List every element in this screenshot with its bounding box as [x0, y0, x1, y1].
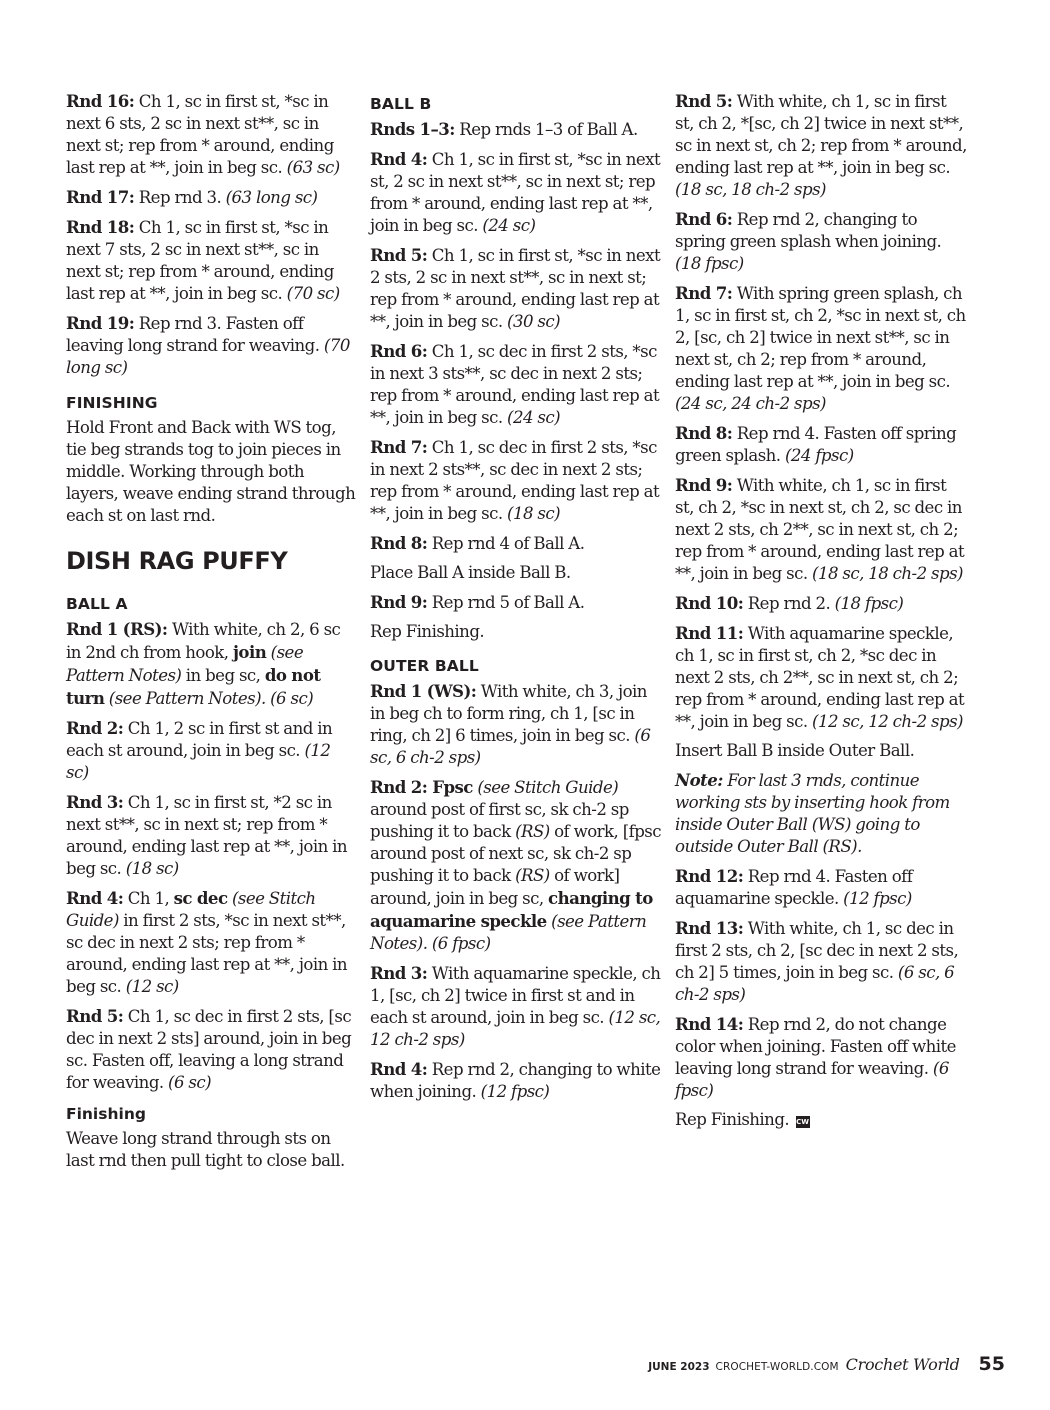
- instruction-paragraph: [370, 962, 662, 1051]
- bold-run: Rnd 8:: [675, 423, 733, 443]
- bold-run: Rnd 1 (WS):: [370, 681, 477, 701]
- italic-run: (24 fpsc): [784, 446, 854, 465]
- bold-italic-run: Note:: [675, 770, 723, 790]
- bold-run: Rnd 1 (RS):: [66, 619, 168, 639]
- bold-run: Rnd 4:: [370, 149, 428, 169]
- italic-run: (6 sc, 6 ch-2 sps): [370, 726, 651, 767]
- text-run: Ch 1, sc in first st, *2 sc in next st**, sc in next st; rep from * around, ending last rep at **, join in beg sc.: [66, 793, 348, 878]
- instruction-paragraph: [66, 312, 356, 379]
- text-run: With spring green splash, ch 1, sc in first st, ch 2, *sc in next st, ch 2, [sc, ch 2] twice in next st**, sc in next st, ch 2; rep from * around, ending last rep at **, join in beg sc.: [675, 284, 966, 391]
- instruction-paragraph: [66, 216, 356, 305]
- text-run: Weave long strand through sts on last rnd then pull tight to close ball.: [66, 1129, 345, 1170]
- instruction-paragraph: [66, 1005, 356, 1094]
- bold-run: Rnd 5:: [675, 91, 733, 111]
- text-run: Rep Finishing.: [370, 622, 485, 641]
- bold-run: Rnd 5:: [370, 245, 428, 265]
- instruction-paragraph: [675, 282, 967, 415]
- bold-run: Rnd 4:: [370, 1059, 428, 1079]
- text-run: around post of first sc, sk ch-2 sp pushing it to back: [370, 800, 629, 841]
- italic-run: (see Pattern Notes): [66, 643, 304, 685]
- end-of-article-mark: CW: [796, 1118, 809, 1126]
- text-run: With white, ch 1, sc dec in first 2 sts, ch 2, [sc dec in next 2 sts, ch 2] 5 times, join in beg sc.: [675, 919, 959, 982]
- text-run: Insert Ball B inside Outer Ball.: [675, 741, 915, 760]
- text-run: With white, ch 1, sc in first st, ch 2, *sc in next st, ch 2, sc dec in next 2 sts, ch 2**, sc in next st, ch 2; rep from * around, ending last rep at **, join in beg sc.: [675, 476, 965, 583]
- bold-run: Rnd 9:: [370, 592, 428, 612]
- text-run: Rep rnd 4. Fasten off spring green splash.: [675, 424, 957, 465]
- text-run: Rep rnd 3. Fasten off leaving long strand for weaving.: [66, 314, 324, 355]
- bold-run: Rnd 9:: [675, 475, 733, 495]
- section-heading: OUTER BALL: [370, 657, 479, 675]
- italic-run: For last 3 rnds, continue working sts by inserting hook from inside Outer Ball (WS) going to outside Outer Ball (RS).: [675, 771, 950, 856]
- italic-run: (6 fpsc): [675, 1059, 949, 1100]
- italic-run: (6 sc, 6 ch-2 sps): [675, 963, 955, 1004]
- instruction-paragraph: [66, 618, 356, 710]
- instruction-paragraph: [675, 917, 967, 1006]
- text-run: Rep rnd 3.: [134, 188, 226, 207]
- bold-run: Rnd 13:: [675, 918, 744, 938]
- italic-run: (24 sc): [507, 408, 561, 427]
- text-run: in first 2 sts, *sc in next st**, sc dec in next 2 sts; rep from * around, ending last rep at **, join in beg sc.: [66, 911, 348, 996]
- bold-run: sc dec: [173, 888, 228, 908]
- instruction-paragraph: [66, 90, 356, 179]
- italic-run: (18 sc): [507, 504, 561, 523]
- page-number: 55: [978, 1353, 1005, 1375]
- text-run: Ch 1, sc in first st, *sc in next 6 sts, 2 sc in next st**, sc in next st; rep from * around, ending last rep at **, join in beg sc.: [66, 92, 334, 177]
- instruction-paragraph: [675, 622, 967, 733]
- instruction-paragraph: [370, 621, 662, 643]
- italic-run: (18 sc, 18 ch-2 sps): [812, 564, 963, 583]
- instruction-paragraph: [370, 340, 662, 429]
- text-run: Place Ball A inside Ball B.: [370, 563, 571, 582]
- italic-run: (18 fpsc): [834, 594, 904, 613]
- bold-run: Rnd 7:: [675, 283, 733, 303]
- bold-run: changing to aquamarine speckle: [370, 888, 653, 931]
- italic-run: (18 sc): [125, 859, 179, 878]
- italic-run: (12 fpsc): [843, 889, 912, 908]
- instruction-paragraph: [370, 680, 662, 769]
- italic-run: (12 fpsc): [480, 1082, 550, 1101]
- bold-run: Rnd 6:: [370, 341, 428, 361]
- text-run: With white, ch 2, 6 sc in 2nd ch from hook,: [66, 620, 341, 662]
- text-run: Ch 1, sc dec in first 2 sts, *sc in next 3 sts**, sc dec in next 2 sts; rep from * around, ending last rep at **, join in beg sc.: [370, 342, 660, 427]
- section-heading: BALL B: [370, 95, 432, 113]
- bold-run: Rnd 3:: [370, 963, 428, 983]
- text-run: Ch 1, sc in first st, *sc in next 7 sts, 2 sc in next st**, sc in next st; rep from * around, ending last rep at **, join in beg sc.: [66, 218, 334, 303]
- text-run: With aquamarine speckle, ch 1, sc in first st, ch 2, *sc dec in next 2 sts, ch 2**, sc in next st, ch 2; rep from * around, ending last rep at **, join in beg sc.: [675, 624, 965, 731]
- bold-run: Rnd 6:: [675, 209, 733, 229]
- italic-run: (63 sc): [286, 158, 340, 177]
- italic-run: (6 sc): [168, 1073, 212, 1092]
- bold-run: Rnd 14:: [675, 1014, 744, 1034]
- text-run: Rep rnd 2, changing to spring green splash when joining.: [675, 210, 942, 251]
- text-run: Rep rnd 2, changing to white when joining.: [370, 1060, 661, 1101]
- footer-website: CROCHET-WORLD.COM: [715, 1361, 839, 1373]
- pattern-title: DISH RAG PUFFY: [66, 547, 288, 575]
- instruction-paragraph: [370, 776, 662, 955]
- pattern-note: [675, 769, 967, 858]
- text-run: Rep rnd 2, do not change color when joining. Fasten off white leaving long strand for weaving.: [675, 1015, 956, 1078]
- text-run: Rep rnd 2.: [743, 594, 835, 613]
- text-run: Ch 1, 2 sc in first st and in each st around, join in beg sc.: [66, 719, 333, 760]
- italic-run: (24 sc, 24 ch-2 sps): [675, 394, 826, 413]
- italic-run: (70 long sc): [66, 336, 350, 377]
- text-column-1: [66, 90, 356, 1179]
- italic-run: (70 sc): [286, 284, 340, 303]
- instruction-paragraph: [675, 865, 967, 910]
- section-heading: FINISHING: [66, 394, 158, 412]
- italic-run: (18 fpsc): [675, 254, 744, 273]
- italic-run: (30 sc): [507, 312, 561, 331]
- footer-date: JUNE 2023: [648, 1361, 710, 1373]
- bold-run: Rnd 8:: [370, 533, 428, 553]
- instruction-paragraph: [66, 186, 356, 209]
- bold-run: Rnds 1–3:: [370, 119, 455, 139]
- text-run: With aquamarine speckle, ch 1, [sc, ch 2] twice in first st and in each st around, join in beg sc.: [370, 964, 661, 1027]
- bold-run: Rnd 10:: [675, 593, 744, 613]
- instruction-paragraph: [66, 887, 356, 998]
- text-run: of work, [fpsc around post of next sc, sk ch-2 sp pushing it to back: [370, 822, 661, 885]
- bold-run: Rnd 17:: [66, 187, 135, 207]
- section-heading: BALL A: [66, 595, 128, 613]
- section-heading: Finishing: [66, 1105, 146, 1123]
- bold-run: Rnd 3:: [66, 792, 124, 812]
- bold-run: Rnd 2: Fpsc: [370, 777, 473, 797]
- italic-run: (see Stitch Guide): [477, 778, 619, 797]
- text-run: With white, ch 1, sc in first st, ch 2, *[sc, ch 2] twice in next st**, sc in next st, ch 2; rep from * around, ending last rep at **, join in beg sc.: [675, 92, 967, 177]
- italic-run: (12 sc): [66, 741, 331, 782]
- instruction-paragraph: [675, 1109, 967, 1131]
- italic-run: (12 sc): [125, 977, 179, 996]
- italic-run: (RS): [515, 866, 550, 885]
- text-run: Rep rnds 1–3 of Ball A.: [454, 120, 638, 139]
- instruction-paragraph: [675, 208, 967, 275]
- text-run: Hold Front and Back with WS tog, tie beg strands tog to join pieces in middle. Working through both layers, weave ending strand through each st on last rnd.: [66, 418, 356, 525]
- text-run: Rep Finishing.: [675, 1110, 790, 1129]
- text-run: Ch 1, sc in first st, *sc in next 2 sts, 2 sc in next st**, sc in next st; rep from * around, ending last rep at **, join in beg sc.: [370, 246, 661, 331]
- italic-run: (18 sc, 18 ch-2 sps): [675, 180, 826, 199]
- bold-run: Rnd 7:: [370, 437, 428, 457]
- text-run: of work] around, join in beg sc,: [370, 866, 620, 908]
- italic-run: (63 long sc): [225, 188, 318, 207]
- bold-run: do not turn: [66, 665, 321, 708]
- instruction-paragraph: [370, 436, 662, 525]
- instruction-paragraph: [370, 244, 662, 333]
- italic-run: (RS): [515, 822, 550, 841]
- instruction-paragraph: [675, 90, 967, 201]
- instruction-paragraph: [675, 740, 967, 762]
- bold-run: join: [232, 642, 267, 662]
- italic-run: (12 sc, 12 ch-2 sps): [370, 1008, 661, 1049]
- instruction-paragraph: [66, 791, 356, 880]
- text-run: Ch 1, sc in first st, *sc in next st, 2 sc in next st**, sc in next st; rep from * around, ending last rep at **, join in beg sc.: [370, 150, 661, 235]
- instruction-paragraph: [66, 1128, 356, 1172]
- instruction-paragraph: [675, 1013, 967, 1102]
- text-run: Rep rnd 4. Fasten off aquamarine speckle.: [675, 867, 913, 908]
- bold-run: Rnd 5:: [66, 1006, 124, 1026]
- text-column-3: [675, 90, 967, 1138]
- instruction-paragraph: [66, 417, 356, 527]
- bold-run: Rnd 12:: [675, 866, 744, 886]
- bold-run: Rnd 16:: [66, 91, 135, 111]
- bold-run: Rnd 4:: [66, 888, 124, 908]
- instruction-paragraph: [675, 422, 967, 467]
- text-run: Ch 1,: [123, 889, 174, 908]
- instruction-paragraph: [370, 118, 662, 141]
- text-run: Ch 1, sc dec in first 2 sts, [sc dec in next 2 sts] around, join in beg sc. Fasten off, leaving a long strand for weaving.: [66, 1007, 352, 1092]
- bold-run: Rnd 18:: [66, 217, 135, 237]
- italic-run: (12 sc, 12 ch-2 sps): [812, 712, 963, 731]
- text-run: Rep rnd 5 of Ball A.: [427, 593, 585, 612]
- instruction-paragraph: [370, 562, 662, 584]
- text-column-2: [370, 90, 662, 1110]
- instruction-paragraph: [675, 592, 967, 615]
- instruction-paragraph: [675, 474, 967, 585]
- text-run: in beg sc,: [181, 666, 265, 685]
- footer-magazine-name: Crochet World: [845, 1355, 960, 1374]
- bold-run: Rnd 19:: [66, 313, 135, 333]
- page-footer: [648, 1353, 1005, 1375]
- bold-run: Rnd 11:: [675, 623, 744, 643]
- italic-run: (24 sc): [482, 216, 536, 235]
- italic-run: (see Pattern Notes). (6 fpsc): [370, 912, 647, 953]
- text-run: Ch 1, sc dec in first 2 sts, *sc in next 2 sts**, sc dec in next 2 sts; rep from * around, ending last rep at **, join in beg sc.: [370, 438, 660, 523]
- instruction-paragraph: [370, 532, 662, 555]
- italic-run: (see Stitch Guide): [66, 889, 316, 930]
- instruction-paragraph: [370, 1058, 662, 1103]
- italic-run: (see Pattern Notes). (6 sc): [108, 689, 314, 708]
- instruction-paragraph: [370, 591, 662, 614]
- bold-run: Rnd 2:: [66, 718, 124, 738]
- text-run: With white, ch 3, join in beg ch to form ring, ch 1, [sc in ring, ch 2] 6 times, join in beg sc.: [370, 682, 647, 745]
- instruction-paragraph: [370, 148, 662, 237]
- text-run: Rep rnd 4 of Ball A.: [427, 534, 585, 553]
- instruction-paragraph: [66, 717, 356, 784]
